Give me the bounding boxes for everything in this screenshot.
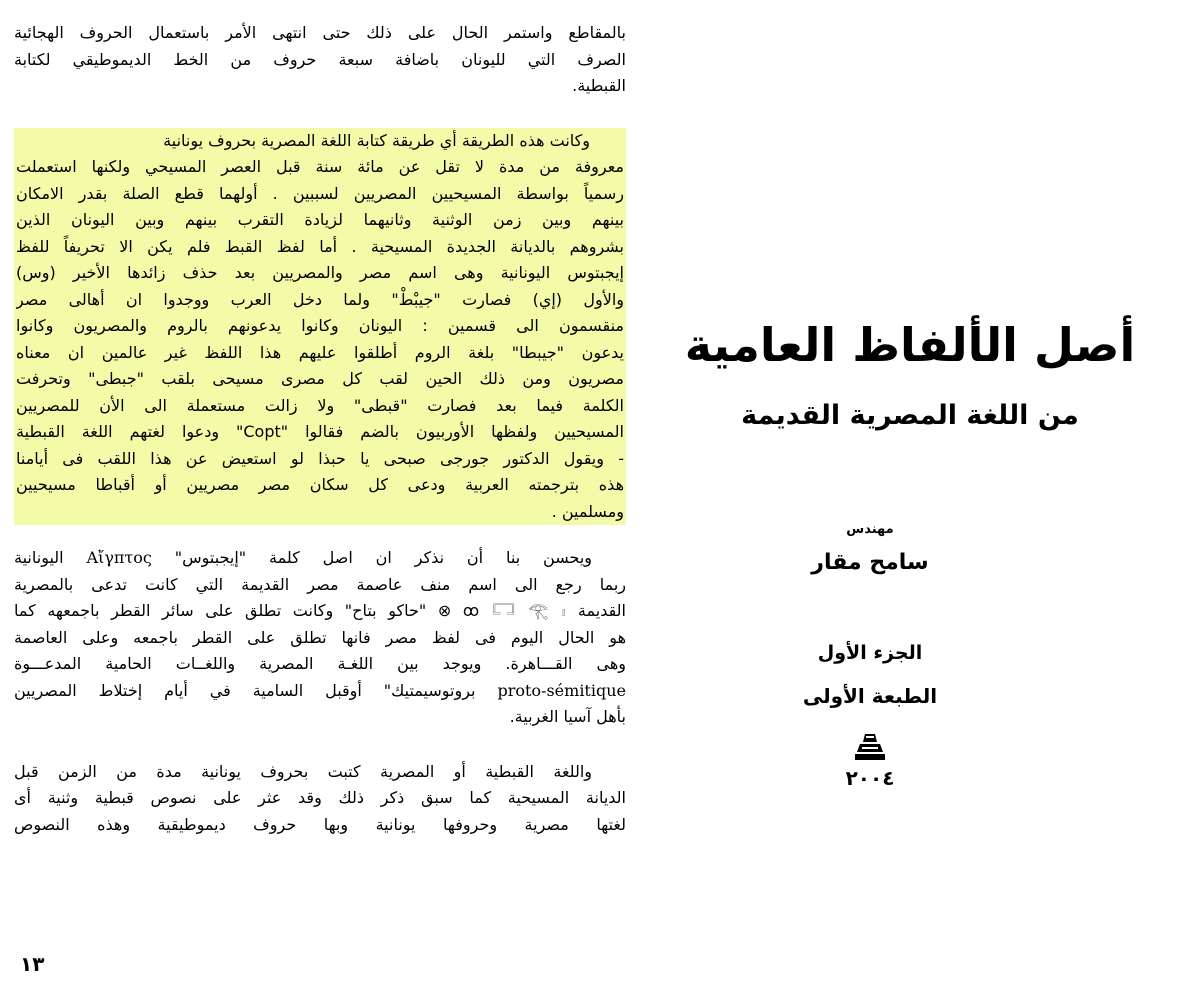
text-line: - ويقول الدكتور جورجى صبحى يا حبذا لو استعيض عن هذا اللقب فى أيامنا [16,448,624,468]
text-line: هو الحال اليوم فى لفظ مصر فانها تطلق على القطر باجمعه وعلى العاصمة [14,627,626,647]
cover-title: أصل الألفاظ العامية [684,318,1136,372]
text-line: رسمياً بواسطة المسيحيين المصريين لسببين . أولهما قطع الصلة بقدر الامكان [16,183,624,203]
author-label: مهندس [846,522,894,537]
paragraph-4 [14,759,626,839]
text-page [14,20,626,838]
highlighted-paragraph[interactable] [14,128,626,526]
text-line: لغتها مصرية وحروفها يونانية وبها حروف ديموطيقية وهذه النصوص [14,814,626,834]
text-segment: القديمة [577,601,626,620]
greek-word: Aἴγπτος [86,548,152,567]
text-segment: اليونانية [14,548,64,567]
paragraph-3 [14,545,626,731]
text-line [14,545,626,572]
edition-label: الطبعة الأولى [802,684,938,708]
paragraph-1 [14,20,626,100]
text-line: وهى القـــاهرة. ويوجد بين اللغـة المصرية واللغــات الحامية المدعـــوة [14,654,626,673]
text-line [14,598,626,625]
text-line: بالمقاطع واستمر الحال على ذلك حتى انتهى الأمر باستعمال الحروف الهجائية [14,23,626,42]
text-line: إيجبتوس اليونانية وهى اسم مصر والمصريين بعد حذف زائدها الأخير (وس) [16,263,624,282]
text-line: وكانت هذه الطريقة أي طريقة كتابة اللغة المصرية بحروف يونانية [163,130,590,150]
cover-subtitle: من اللغة المصرية القديمة [741,400,1079,431]
text-line: المسيحيين ولفظها الأوربيون بالضم فقالوا "Copt" ودعوا لغتهم اللغة القبطية [16,422,624,441]
text-line: هذه بترجمته العربية ودعى كل سكان مصر مصريين أو أقباطا مسيحيين [16,475,624,494]
volume-label: الجزء الأول [817,642,923,664]
text-line: والأول (إي) فصارت "جيبْطْ" ولما دخل العرب ووجدوا ان أهالى مصر [16,289,624,309]
latin-term: proto-sémitique [497,680,626,700]
book-stack-icon [854,732,886,762]
text-line: بينهم وبين زمن الوثنية وثانيهما لزيادة التقرب بينهم وبين اليونان الذين [16,210,624,229]
text-segment: "حاكو بتاح" وكانت تطلق على سائر القطر باجمعهه كما [14,601,427,620]
text-line: يدعون "جيبطا" بلغة الروم أطلقوا عليهم هذا اللفظ غير عالمين ان معناه [16,342,624,362]
text-line: ربما رجع الى اسم منف عاصمة مصر القديمة التي كانت تدعى بالمصرية [14,574,626,594]
text-line: القبطية. [572,76,626,95]
text-line: بشروهم بالديانة الجديدة المسيحية . أما لفظ القبط فلم يكن الا تحريفاً للفظ [16,236,624,256]
text-line: الصرف التي لليونان باضافة سبعة حروف من الخط الديموطيقي لكتابة [14,49,626,69]
text-segment: ويحسن بنا أن نذكر ان اصل كلمة "إيجبتوس" [174,548,592,567]
text-line: مصريون ومن ذلك الحين لقب كل مصرى مسيحى بلقب "جبطى" وتحرفت [16,369,624,388]
text-line: ومسلمين . [551,501,624,521]
text-line: منقسمون الى قسمين : اليونان وكانوا يدعونهم بالروم والمصريون وكانوا [16,316,624,335]
page-number: ١٣ [20,952,45,976]
text-line: بأهل آسيا الغربية. [509,707,626,726]
text-line: الديانة المسيحية كما سبق ذكر ذلك وقد عثر على نصوص قبطية وثنية أى [14,788,626,807]
author-name: سامح مقار [811,550,929,575]
text-line: واللغة القبطية أو المصرية كتبت بحروف يونانية مدة من الزمن قبل [14,761,592,781]
text-line: معروفة من مدة لا تقل عن مائة سنة قبل العصر المسيحي ولكنها استعملت [16,157,624,176]
text-line [14,678,626,705]
text-segment: بروتوسيمتيك" أوقبل السامية في أيام إختلاط المصريين [14,680,476,700]
text-line: الكلمة فيما بعد فصارت "قبطى" ولا زالت مستعملة الى الأن للمصريين [16,395,624,415]
hieroglyph-icon: ⊗ ꝏ 𓉐 𓂀 𓏤 [437,601,567,620]
publication-year: ٢٠٠٤ [845,766,895,790]
paragraph-2 [16,128,624,526]
